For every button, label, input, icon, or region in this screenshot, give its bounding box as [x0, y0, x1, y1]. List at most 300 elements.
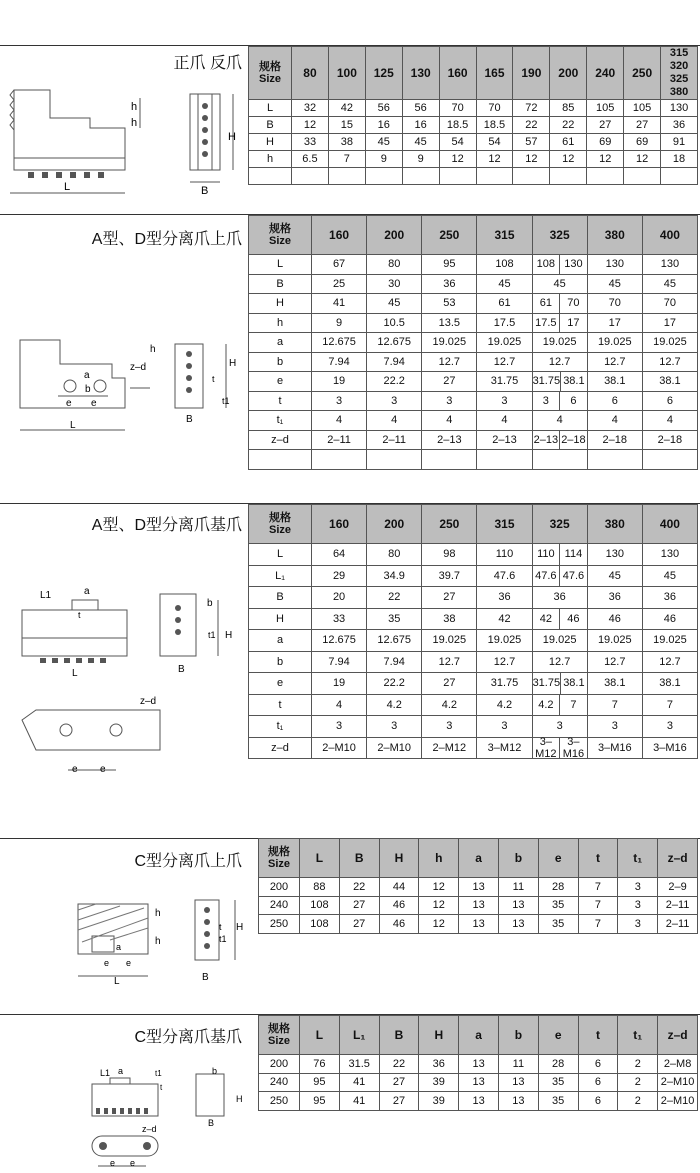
spec-table — [248, 504, 698, 759]
row-label: 240 — [259, 1073, 300, 1092]
table-subcell: 31.75 — [532, 375, 561, 388]
column-header: L — [300, 1016, 340, 1055]
table-cell: 12 — [550, 151, 587, 168]
table-cell: 22 — [367, 587, 422, 609]
column-header: b — [498, 1016, 538, 1055]
row-label: h — [249, 313, 312, 333]
table-cell: 22 — [513, 117, 550, 134]
table-cell: 18.5 — [439, 117, 476, 134]
table-cell: 19.025 — [642, 630, 697, 652]
table-cell: 95 — [300, 1073, 340, 1092]
row-label: 250 — [259, 915, 300, 934]
table-cell: 3 — [422, 716, 477, 738]
table-cell: 13 — [459, 915, 499, 934]
column-header: 315 — [477, 216, 532, 255]
dim-label-a: a — [118, 1066, 124, 1076]
table-cell: 38.1 — [587, 673, 642, 695]
table-cell: 95 — [300, 1092, 340, 1111]
table-subcell: 3–M12 — [535, 735, 557, 760]
table-cell: 2–13 — [422, 430, 477, 450]
dim-label-B: B — [178, 664, 185, 675]
table-cell: 12.7 — [477, 651, 532, 673]
table-cell: 13 — [498, 896, 538, 915]
table-cell: 6.5 — [292, 151, 329, 168]
column-header: 100 — [328, 47, 365, 100]
table-cell: 12.675 — [367, 333, 422, 353]
table-cell: 19.025 — [532, 333, 587, 353]
section-title: A型、D型分离爪上爪 — [91, 231, 242, 248]
table-cell: 30 — [367, 274, 422, 294]
table-cell — [532, 673, 587, 695]
jaw-drawing — [0, 320, 250, 440]
table-cell: 69 — [624, 134, 661, 151]
dim-label-B: B — [202, 972, 209, 983]
table-cell: 110 — [477, 544, 532, 566]
table-cell: 19.025 — [642, 333, 697, 353]
table-cell: 45 — [402, 134, 439, 151]
column-header: 165 — [476, 47, 513, 100]
table-cell — [587, 450, 642, 470]
table-cell: 3–M12 — [477, 737, 532, 759]
dim-label-zd: z–d — [130, 362, 147, 373]
table-cell — [642, 450, 697, 470]
table-cell — [532, 544, 587, 566]
table-cell — [532, 391, 587, 411]
dim-label-t1: t1 — [155, 1069, 162, 1078]
table-cell: 45 — [477, 274, 532, 294]
row-label: a — [249, 630, 312, 652]
table-cell — [365, 168, 402, 185]
table-cell: 95 — [422, 255, 477, 275]
spec-table — [248, 215, 698, 470]
table-subcell: 42 — [539, 612, 552, 625]
table-cell: 72 — [513, 100, 550, 117]
row-label: H — [249, 134, 292, 151]
table-cell: 36 — [642, 587, 697, 609]
table-cell: 13 — [498, 1073, 538, 1092]
table-cell: 9 — [402, 151, 439, 168]
table-cell: 33 — [292, 134, 329, 151]
table-cell: 3 — [618, 896, 658, 915]
table-cell: 27 — [379, 1073, 419, 1092]
row-label: 240 — [259, 896, 300, 915]
dim-label-h: h — [131, 117, 138, 129]
table-row — [259, 1073, 698, 1092]
table-cell — [661, 168, 698, 185]
dim-label-H: H — [225, 630, 233, 641]
table-cell: 12.7 — [477, 352, 532, 372]
table-cell: 85 — [550, 100, 587, 117]
table-cell: 15 — [328, 117, 365, 134]
column-header: 400 — [642, 505, 697, 544]
dim-label-L1: L1 — [40, 590, 52, 601]
size-header-cn: 规格 — [269, 512, 291, 524]
table-cell: 4 — [642, 411, 697, 431]
section-title: C型分离爪基爪 — [134, 1029, 242, 1046]
column-header: 130 — [402, 47, 439, 100]
table-cell: 108 — [477, 255, 532, 275]
table-cell: 17 — [642, 313, 697, 333]
table-row — [249, 587, 698, 609]
table-cell: 80 — [367, 255, 422, 275]
table-cell: 36 — [587, 587, 642, 609]
table-cell: 32 — [292, 100, 329, 117]
table-row — [249, 450, 698, 470]
table-row — [249, 274, 698, 294]
table-cell: 46 — [587, 608, 642, 630]
table-cell: 27 — [422, 673, 477, 695]
column-header: z–d — [658, 839, 698, 878]
dim-label-L1: L1 — [100, 1068, 111, 1078]
row-label: B — [249, 274, 312, 294]
table-cell: 2 — [618, 1073, 658, 1092]
table-cell: 36 — [532, 587, 587, 609]
row-label: b — [249, 651, 312, 673]
dim-label-H: H — [229, 358, 237, 369]
table-subcell: 6 — [559, 392, 587, 411]
section-title: C型分离爪上爪 — [134, 853, 242, 870]
table-cell: 6 — [578, 1055, 618, 1074]
table-subcell: 46 — [559, 609, 587, 630]
table-subcell: 108 — [536, 258, 556, 271]
dim-label-t1: t1 — [208, 630, 216, 640]
table-cell: 70 — [439, 100, 476, 117]
dim-label-a: a — [116, 942, 122, 952]
row-label: 200 — [259, 1055, 300, 1074]
table-row — [249, 100, 698, 117]
table-cell: 130 — [661, 100, 698, 117]
dim-label-L: L — [114, 976, 120, 985]
table-cell: 54 — [439, 134, 476, 151]
table-cell: 3 — [642, 716, 697, 738]
table-cell: 16 — [402, 117, 439, 134]
table-cell: 12.7 — [532, 651, 587, 673]
table-cell: 12.675 — [312, 333, 367, 353]
table-cell: 80 — [367, 544, 422, 566]
table-cell: 9 — [365, 151, 402, 168]
column-header: 400 — [642, 216, 697, 255]
table-cell: 12 — [419, 896, 459, 915]
table-cell: 35 — [538, 1092, 578, 1111]
table-cell: 45 — [367, 294, 422, 314]
column-header: 380 — [587, 505, 642, 544]
table-cell: 70 — [642, 294, 697, 314]
table-cell: 38 — [328, 134, 365, 151]
table-cell: 67 — [312, 255, 367, 275]
table-cell: 38 — [422, 608, 477, 630]
table-cell: 4 — [532, 411, 587, 431]
table-cell: 36 — [419, 1055, 459, 1074]
column-header: e — [538, 839, 578, 878]
table-row — [249, 313, 698, 333]
column-header: 315 — [477, 505, 532, 544]
row-label: 200 — [259, 878, 300, 897]
table-cell: 2–M8 — [658, 1055, 698, 1074]
table-cell: 12.7 — [422, 651, 477, 673]
table-cell: 12.7 — [587, 651, 642, 673]
table-row — [249, 430, 698, 450]
column-header: 190 — [513, 47, 550, 100]
table-row — [259, 1092, 698, 1111]
table-cell: 3 — [312, 391, 367, 411]
dim-label-zd: z–d — [142, 1124, 157, 1134]
table-cell: 3 — [477, 391, 532, 411]
table-cell: 2–11 — [312, 430, 367, 450]
table-cell: 7 — [578, 878, 618, 897]
dim-label-t: t — [160, 1083, 163, 1092]
table-cell: 27 — [379, 1092, 419, 1111]
table-cell — [532, 255, 587, 275]
size-header-en: Size — [258, 73, 281, 85]
table-cell: 20 — [312, 587, 367, 609]
size-header-en: Size — [268, 524, 291, 536]
table-subcell: 47.6 — [535, 569, 557, 582]
dim-label-e: e — [110, 1158, 116, 1168]
row-label: L — [249, 544, 312, 566]
size-header-cn: 规格 — [259, 61, 281, 73]
column-header: t₁ — [618, 839, 658, 878]
section-title: 正爪 反爪 — [173, 55, 242, 72]
dim-label-zd: z–d — [140, 696, 157, 707]
table-subcell: 114 — [559, 544, 587, 565]
table-cell: 12 — [587, 151, 624, 168]
table-cell: 130 — [587, 255, 642, 275]
row-label: e — [249, 673, 312, 695]
table-cell — [422, 450, 477, 470]
table-cell — [550, 168, 587, 185]
table-cell: 7 — [578, 896, 618, 915]
size-header-label — [259, 839, 300, 878]
table-row — [249, 117, 698, 134]
table-row — [259, 878, 698, 897]
dim-label-b: b — [207, 598, 213, 609]
column-header: e — [538, 1016, 578, 1055]
table-cell: 2–18 — [642, 430, 697, 450]
size-header-cn: 规格 — [268, 1023, 290, 1035]
table-cell: 130 — [587, 544, 642, 566]
table-cell: 4 — [477, 411, 532, 431]
table-cell: 7 — [328, 151, 365, 168]
table-cell: 39 — [419, 1092, 459, 1111]
column-header: 325 — [532, 216, 587, 255]
table-cell: 39 — [419, 1073, 459, 1092]
table-cell: 35 — [538, 915, 578, 934]
row-label: e — [249, 372, 312, 392]
table-subcell: 31.75 — [532, 677, 561, 690]
table-cell: 6 — [578, 1073, 618, 1092]
table-cell: 4 — [312, 411, 367, 431]
table-cell: 33 — [312, 608, 367, 630]
dim-label-t1: t1 — [222, 396, 230, 406]
table-cell: 13 — [459, 896, 499, 915]
table-row — [249, 673, 698, 695]
table-cell: 3 — [477, 716, 532, 738]
table-cell: 4 — [312, 694, 367, 716]
column-header: 160 — [439, 47, 476, 100]
dim-label-B: B — [208, 1118, 215, 1128]
dim-label-a: a — [84, 370, 90, 381]
table-cell: 12 — [624, 151, 661, 168]
row-label: L — [249, 255, 312, 275]
table-cell — [477, 450, 532, 470]
table-cell: 18.5 — [476, 117, 513, 134]
column-header: 80 — [292, 47, 329, 100]
table-cell: 2–11 — [658, 896, 698, 915]
dim-label-t: t — [219, 922, 222, 932]
table-row — [249, 352, 698, 372]
table-cell: 41 — [339, 1073, 379, 1092]
table-row — [249, 565, 698, 587]
table-row — [249, 716, 698, 738]
table-cell — [402, 168, 439, 185]
dim-label-L: L — [72, 668, 78, 679]
dim-label-B: B — [201, 185, 209, 197]
column-header: 200 — [367, 505, 422, 544]
dim-label-H: H — [236, 1094, 243, 1104]
table-cell: 27 — [339, 896, 379, 915]
table-cell: 19 — [312, 673, 367, 695]
table-cell: 61 — [477, 294, 532, 314]
dim-label-h: h — [155, 908, 161, 919]
table-cell: 2 — [618, 1055, 658, 1074]
table-cell: 7 — [578, 915, 618, 934]
table-cell: 54 — [476, 134, 513, 151]
table-row — [249, 411, 698, 431]
table-cell: 2–18 — [587, 430, 642, 450]
table-row — [249, 651, 698, 673]
table-cell: 36 — [477, 587, 532, 609]
row-label: 250 — [259, 1092, 300, 1111]
column-header: 160 — [312, 216, 367, 255]
table-cell: 22 — [379, 1055, 419, 1074]
table-cell: 42 — [328, 100, 365, 117]
table-cell: 105 — [624, 100, 661, 117]
table-cell: 35 — [538, 896, 578, 915]
table-cell: 12 — [419, 915, 459, 934]
table-cell — [312, 450, 367, 470]
row-label: b — [249, 352, 312, 372]
column-header: t — [578, 1016, 618, 1055]
section-title: A型、D型分离爪基爪 — [91, 517, 242, 534]
table-cell: 98 — [422, 544, 477, 566]
table-cell: 44 — [379, 878, 419, 897]
table-subcell: 38.1 — [560, 673, 587, 694]
table-cell: 36 — [422, 274, 477, 294]
spec-table — [258, 1015, 698, 1111]
table-subcell: 110 — [537, 548, 555, 561]
jaw-drawing — [0, 60, 250, 210]
table-row — [249, 134, 698, 151]
table-cell: 130 — [642, 255, 697, 275]
table-cell: 2–11 — [658, 915, 698, 934]
table-cell: 31.5 — [339, 1055, 379, 1074]
table-cell: 34.9 — [367, 565, 422, 587]
table-cell: 3 — [618, 878, 658, 897]
table-row — [259, 896, 698, 915]
table-cell — [532, 450, 587, 470]
table-cell: 45 — [642, 565, 697, 587]
table-cell: 19.025 — [422, 333, 477, 353]
row-label: B — [249, 117, 292, 134]
table-cell: 56 — [402, 100, 439, 117]
table-cell: 25 — [312, 274, 367, 294]
table-cell: 27 — [624, 117, 661, 134]
table-cell — [532, 294, 587, 314]
table-cell: 13 — [459, 1073, 499, 1092]
table-cell: 76 — [300, 1055, 340, 1074]
table-subcell: 38.1 — [560, 372, 587, 391]
table-cell: 12.7 — [587, 352, 642, 372]
table-cell: 39.7 — [422, 565, 477, 587]
column-header: H — [379, 839, 419, 878]
column-header: 250 — [422, 216, 477, 255]
table-subcell: 130 — [559, 255, 587, 274]
table-cell: 2–13 — [477, 430, 532, 450]
table-cell: 4 — [367, 411, 422, 431]
table-cell: 4 — [587, 411, 642, 431]
table-cell: 11 — [498, 1055, 538, 1074]
row-label: L — [249, 100, 292, 117]
table-cell: 2–M12 — [422, 737, 477, 759]
table-cell — [513, 168, 550, 185]
table-cell: 7.94 — [312, 352, 367, 372]
dim-label-H: H — [236, 922, 244, 933]
column-header: L — [300, 839, 340, 878]
table-cell — [624, 168, 661, 185]
table-cell: 35 — [367, 608, 422, 630]
size-header-label — [249, 47, 292, 100]
table-cell: 2–M10 — [658, 1092, 698, 1111]
dim-label-B: B — [186, 414, 193, 425]
table-cell: 19.025 — [422, 630, 477, 652]
column-header: a — [459, 839, 499, 878]
table-cell: 12 — [292, 117, 329, 134]
table-cell: 3 — [367, 716, 422, 738]
row-label — [249, 450, 312, 470]
table-cell: 12 — [419, 878, 459, 897]
table-cell: 35 — [538, 1073, 578, 1092]
row-label — [249, 168, 292, 185]
table-cell: 19.025 — [477, 630, 532, 652]
jaw-drawing — [0, 1062, 250, 1172]
table-cell: 12.7 — [532, 352, 587, 372]
column-header: 250 — [624, 47, 661, 100]
table-subcell: 2–18 — [559, 431, 587, 450]
dim-label-a: a — [84, 586, 90, 597]
column-header: H — [419, 1016, 459, 1055]
table-cell: 108 — [300, 915, 340, 934]
table-cell: 10.5 — [367, 313, 422, 333]
dim-label-t1: t1 — [219, 934, 227, 944]
table-cell — [439, 168, 476, 185]
table-cell — [328, 168, 365, 185]
table-cell: 29 — [312, 565, 367, 587]
table-cell: 9 — [312, 313, 367, 333]
table-cell: 45 — [365, 134, 402, 151]
table-row — [249, 333, 698, 353]
table-cell: 31.75 — [477, 372, 532, 392]
table-cell — [532, 737, 587, 759]
table-cell: 46 — [379, 915, 419, 934]
dim-label-e: e — [126, 958, 132, 968]
table-cell: 45 — [587, 274, 642, 294]
column-header: t — [578, 839, 618, 878]
table-cell: 7.94 — [312, 651, 367, 673]
table-cell: 130 — [642, 544, 697, 566]
table-cell: 38.1 — [642, 372, 697, 392]
dim-label-e: e — [91, 398, 97, 409]
table-row — [249, 544, 698, 566]
